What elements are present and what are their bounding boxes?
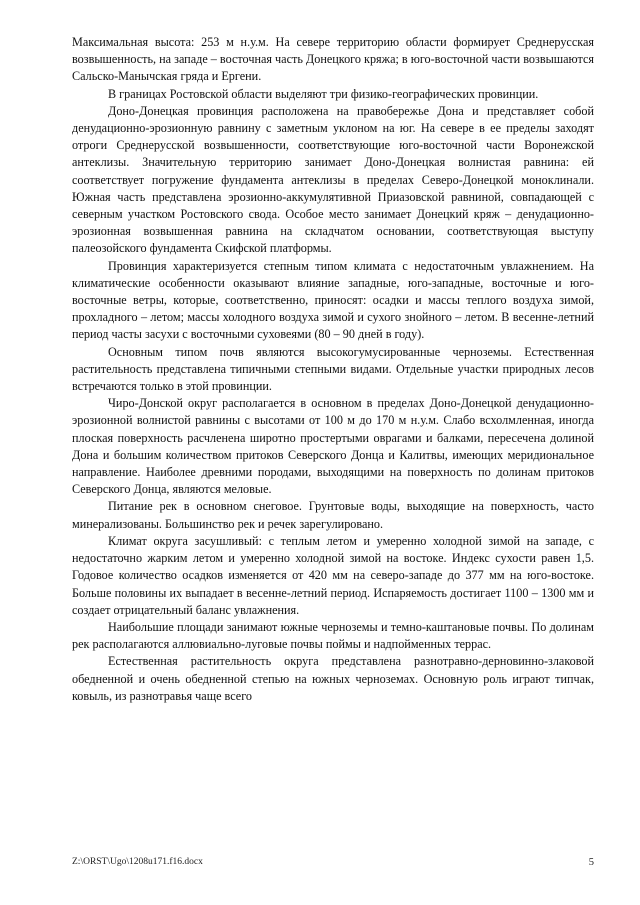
paragraph-8: Климат округа засушливый: с теплым летом и умеренно холодной зимой на западе, с недостаточно жарким летом и умеренно холодной зимой на востоке. Индекс сухости равен 1,5. Годовое количество осадков изменяется от 420 мм на северо-западе до 377 мм на юго-востоке. Больше половины их выпадает в весенне-летний период. Испаряемость достигает 1100 – 1300 мм и создает отрицательный баланс увлажнения. — [72, 533, 594, 617]
paragraph-4: Провинция характеризуется степным типом климата с недостаточным увлажнением. На климатические особенности оказывают влияние западные, юго-западные, восточные и юго-восточные ветры, которые, соответственно, приносят: осадки и массы теплого воздуха зимой, прохладного – летом; массы холодного воздуха зимой и сухого знойного – летом. В весенне-летний период часты засухи с восточными суховеями (80 – 90 дней в году). — [72, 258, 594, 342]
paragraph-3: Доно-Донецкая провинция расположена на правобережье Дона и представляет собой денудационно-эрозионную равнину с заметным уклоном на юг. На севере в ее пределы заходят отроги Среднерусской возвышенности, соответствующие юго-восточной части Воронежской антеклизы. Значительную территорию занимает Доно-Донецкая волнистая равнина: ей соответствует погружение фундамента антеклизы в пределах Северо-Донецкой моноклинали. Южная часть представлена эрозионно-аккумулятивной Приазовской равниной, совпадающей с северным участком Ростовского свода. Особое место занимает Донецкий кряж – денудационно-эрозионная возвышенная равнина на складчатом основании, соответствующая выступу палеозойского фундамента Скифской платформы. — [72, 103, 594, 256]
footer-file-path: Z:\ORST\Ugo\1208u171.f16.docx — [72, 857, 203, 867]
page-number: 5 — [588, 857, 594, 868]
paragraph-2: В границах Ростовской области выделяют три физико-географических провинции. — [108, 86, 539, 101]
paragraph-6: Чиро-Донской округ располагается в основном в пределах Доно-Донецкой денудационно-эрозионной волнистой равнины с высотами от 100 м до 170 м н.у.м. Слабо всхолмленная, иногда плоская поверхность расчленена широтно простертыми оврагами и балками, пересечена долиной Дона и большим количеством притоков Северского Донца и Калитвы, имеющих меридиональное направление. Наиболее древними породами, выходящими на поверхность по долинам притоков Северского Донца, являются меловые. — [72, 396, 594, 497]
document-body — [72, 34, 594, 705]
paragraph-7: Питание рек в основном снеговое. Грунтовые воды, выходящие на поверхность, часто минерализованы. Большинство рек и речек зарегулировано. — [72, 499, 594, 531]
paragraph-9: Наибольшие площади занимают южные черноземы и темно-каштановые почвы. По долинам рек располагаются аллювиально-луговые почвы поймы и надпойменных террас. — [72, 619, 594, 652]
paragraph-5: Основным типом почв являются высокогумусированные черноземы. Естественная растительность представлена типичными степными видами. Отдельные участки природных лесов встречаются только в этой провинции. — [72, 344, 594, 394]
paragraph-1: Максимальная высота: 253 м н.у.м. На севере территорию области формирует Среднерусская возвышенность, на западе – восточная часть Донецкого кряжа; в юго-восточной части возвышаются Сальско-Манычская гряда и Ергени. — [72, 35, 594, 84]
paragraph-10: Естественная растительность округа представлена разнотравно-дерновинно-злаковой обедненной и очень обедненной степью на южных черноземах. Основную роль играют типчак, ковыль, из разнотравья чаще всего — [72, 654, 594, 703]
